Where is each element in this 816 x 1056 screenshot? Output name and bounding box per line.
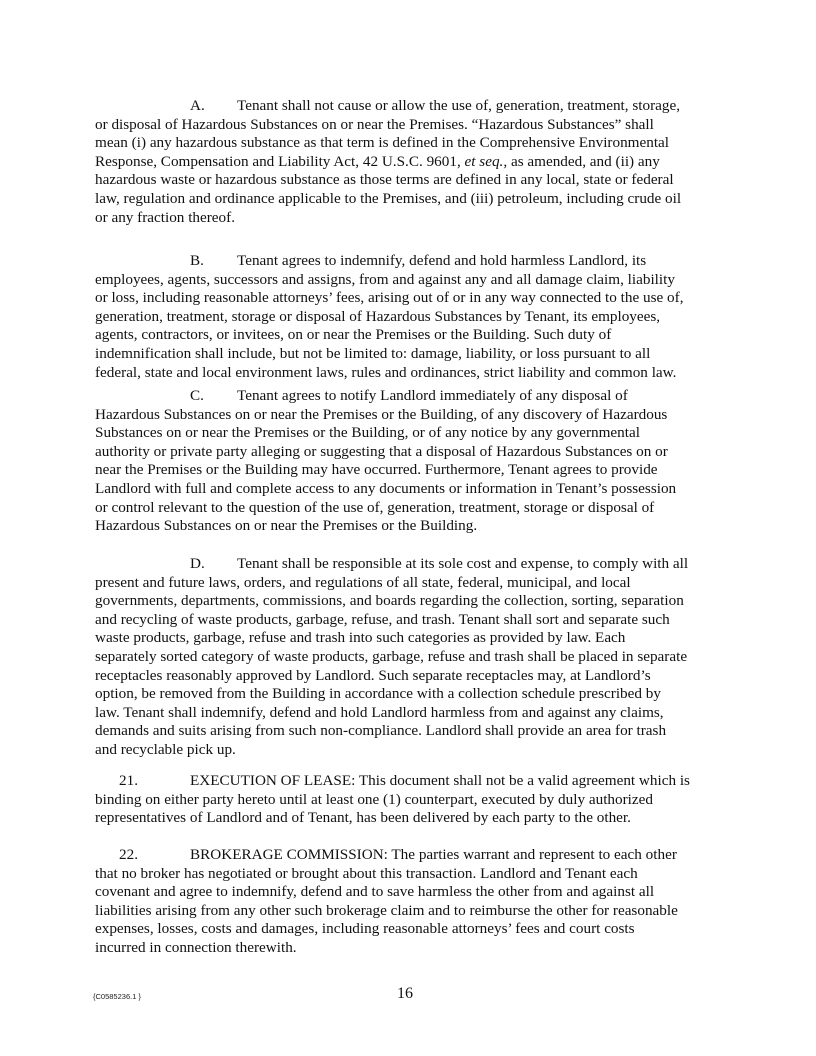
- document-id: {C0585236.1 }: [93, 992, 141, 1001]
- section-22-brokerage-commission: [95, 846, 725, 958]
- section-first-line: BROKERAGE COMMISSION: The parties warrant and represent to each other: [190, 846, 677, 863]
- paragraph-line: expenses, losses, costs and damages, including reasonable attorneys’ fees and court costs: [95, 920, 635, 938]
- section-number: 22.: [119, 846, 138, 863]
- paragraph-line: Substances on or near the Premises or the Building, or of any notice by any governmental: [95, 424, 640, 442]
- paragraph-marker: B.: [190, 252, 204, 269]
- paragraph-line: governments, departments, commissions, and boards regarding the collection, sorting, separation: [95, 592, 684, 610]
- paragraph-first-line: Tenant agrees to notify Landlord immediately of any disposal of: [237, 387, 628, 404]
- paragraph-line: or loss, including reasonable attorneys’ fees, arising out of or in any way connected to the use of,: [95, 289, 684, 307]
- paragraph-line: that no broker has negotiated or brought about this transaction. Landlord and Tenant each: [95, 864, 638, 882]
- paragraph-first-line: Tenant agrees to indemnify, defend and hold harmless Landlord, its: [237, 252, 647, 269]
- paragraph-line: Response, Compensation and Liability Act, 42 U.S.C. 9601, et seq., as amended, and (ii) any: [95, 152, 660, 170]
- paragraph-line: Landlord with full and complete access to any documents or information in Tenant’s possession: [95, 479, 677, 497]
- section-21-execution-of-lease: [95, 772, 725, 828]
- italic-citation: et seq.,: [464, 152, 508, 170]
- paragraph-c: [95, 387, 725, 536]
- paragraph-line: near the Premises or the Building may have occurred. Furthermore, Tenant agrees to provide: [95, 461, 658, 479]
- paragraph-line: covenant and agree to indemnify, defend and to save harmless the other from and against all: [95, 883, 655, 901]
- paragraph-line: liabilities arising from any other such brokerage claim and to reimburse the other for reasonable: [95, 901, 678, 919]
- paragraph-line: representatives of Landlord and of Tenant, has been delivered by each party to the other.: [95, 809, 631, 827]
- paragraph-d: [95, 555, 725, 760]
- paragraph-marker: C.: [190, 387, 204, 404]
- paragraph-line: or any fraction thereof.: [95, 208, 235, 226]
- paragraph-first-line: Tenant shall be responsible at its sole cost and expense, to comply with all: [237, 555, 689, 572]
- paragraph-line: receptacles reasonably approved by Landlord. Such separate receptacles may, at Landlord’s: [95, 666, 651, 684]
- paragraph-line: or disposal of Hazardous Substances on or near the Premises. “Hazardous Substances” shall: [95, 115, 654, 133]
- paragraph-line: employees, agents, successors and assigns, from and against any and all damage claim, liability: [95, 270, 675, 288]
- paragraph-line: hazardous waste or hazardous substance as those terms are defined in any local, state or federal: [95, 171, 674, 189]
- paragraph-line: present and future laws, orders, and regulations of all state, federal, municipal, and local: [95, 573, 631, 591]
- page-number: 16: [397, 985, 413, 1002]
- paragraph-line: authority or private party alleging or suggesting that a disposal of Hazardous Substances on or: [95, 442, 668, 460]
- paragraph-line: incurred in connection therewith.: [95, 938, 297, 956]
- paragraph-line: generation, treatment, storage or disposal of Hazardous Substances by Tenant, its employees,: [95, 307, 661, 325]
- paragraph-line: Hazardous Substances on or near the Premises or the Building, of any discovery of Hazardous: [95, 405, 668, 423]
- paragraph-line: binding on either party hereto until at least one (1) counterpart, executed by duly authorized: [95, 790, 653, 808]
- paragraph-a: [95, 97, 725, 227]
- paragraph-line: law, regulation and ordinance applicable to the Premises, and (iii) petroleum, including crude oil: [95, 189, 682, 207]
- paragraph-line: law. Tenant shall indemnify, defend and hold Landlord harmless from and against any claims,: [95, 703, 664, 721]
- section-first-line: EXECUTION OF LEASE: This document shall not be a valid agreement which is: [190, 772, 690, 789]
- paragraph-line: and recyclable pick up.: [95, 740, 236, 758]
- paragraph-line: indemnification shall include, but not be limited to: damage, liability, or loss pursuant to all: [95, 344, 651, 362]
- paragraph-line: waste products, garbage, refuse and trash into such categories as provided by law. Each: [95, 629, 626, 647]
- paragraph-first-line: Tenant shall not cause or allow the use of, generation, treatment, storage,: [237, 97, 681, 114]
- paragraph-b: [95, 252, 725, 382]
- paragraph-line: demands and suits arising from such non-compliance. Landlord shall provide an area for trash: [95, 722, 667, 740]
- paragraph-marker: A.: [190, 97, 205, 114]
- paragraph-line: mean (i) any hazardous substance as that term is defined in the Comprehensive Environmental: [95, 134, 669, 152]
- section-number: 21.: [119, 772, 138, 789]
- paragraph-line: federal, state and local environment laws, rules and ordinances, strict liability and common law.: [95, 363, 677, 381]
- paragraph-line: or control relevant to the question of the use of, generation, treatment, storage or disposal of: [95, 498, 655, 516]
- paragraph-line: agents, contractors, or invitees, on or near the Premises or the Building. Such duty of: [95, 326, 612, 344]
- paragraph-marker: D.: [190, 555, 205, 572]
- paragraph-line: option, be removed from the Building in accordance with a collection schedule prescribed by: [95, 685, 661, 703]
- paragraph-line: separately sorted category of waste products, garbage, refuse and trash shall be placed in separate: [95, 647, 688, 665]
- paragraph-line: Hazardous Substances on or near the Premises or the Building.: [95, 517, 478, 535]
- paragraph-line: and recycling of waste products, garbage, refuse, and trash. Tenant shall sort and separate such: [95, 610, 670, 628]
